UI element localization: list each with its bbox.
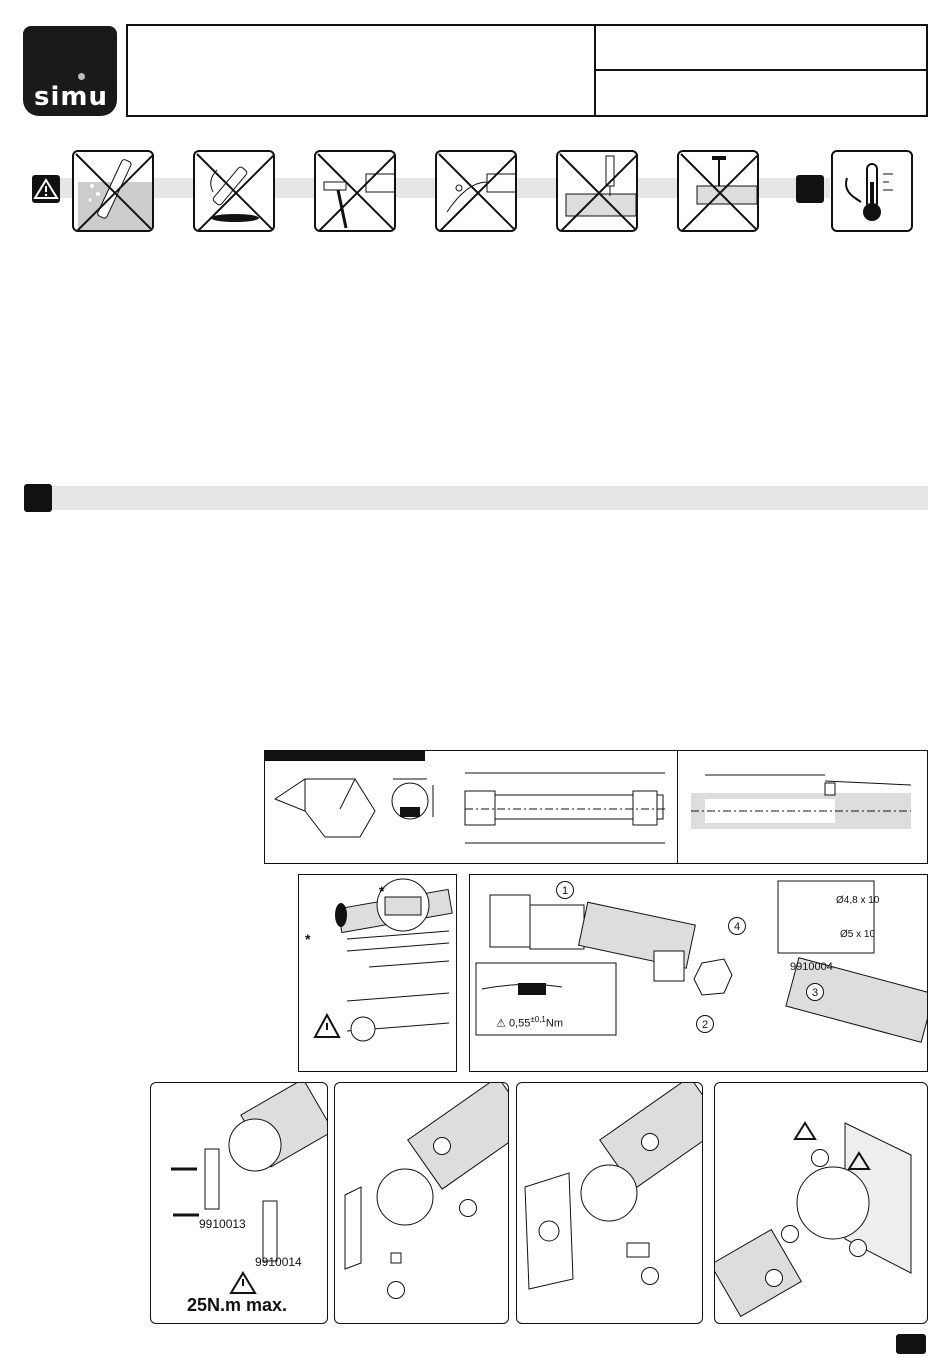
step-3-badge: 3 <box>806 983 824 1001</box>
screw-small-label: Ø4,8 x 10 <box>836 895 880 906</box>
bracket-part-b: 9910014 <box>255 1255 302 1269</box>
bracket-panel-3 <box>516 1082 703 1324</box>
no-cut-cable-icon <box>435 150 517 232</box>
bracket-3-callout-a <box>641 1133 659 1151</box>
section-badge <box>24 484 52 512</box>
torque-value: 0,55 <box>508 1017 531 1030</box>
info-badge <box>796 175 824 203</box>
simu-logo <box>23 26 117 116</box>
bracket-3-drawing <box>517 1083 702 1323</box>
tube-cut-panel <box>298 874 457 1072</box>
tube-cut-star-side: * <box>305 931 311 947</box>
warning-triangle-icon <box>32 175 60 203</box>
bracket-2-drawing <box>335 1083 508 1323</box>
step-2-badge: 2 <box>696 1015 714 1033</box>
header-ref-box-top <box>594 24 928 71</box>
bracket-4-callout-d <box>765 1269 783 1287</box>
page-number-badge <box>896 1334 926 1354</box>
bracket-2-callout-b <box>459 1199 477 1217</box>
bracket-2-callout-c <box>387 1281 405 1299</box>
torque-warning-icon: ⚠ <box>496 1017 506 1030</box>
bracket-4-callout-a <box>811 1149 829 1167</box>
bracket-4-callout-c <box>849 1239 867 1257</box>
bracket-part-a: 9910013 <box>199 1217 246 1231</box>
dimension-panel <box>264 750 928 864</box>
tube-cut-drawing <box>299 875 456 1071</box>
warning-badge <box>32 175 60 203</box>
bracket-panel-4 <box>714 1082 928 1324</box>
motor-insertion-panel <box>469 874 928 1072</box>
screw-large-label: Ø5 x 10 <box>840 929 876 940</box>
tube-cut-star-top: * <box>379 883 385 899</box>
dimension-drawings <box>265 751 927 863</box>
logo-dot <box>78 73 85 80</box>
bracket-panel-2 <box>334 1082 509 1324</box>
max-torque-label: 25N.m max. <box>187 1295 288 1315</box>
logo-wordmark: simu <box>34 82 108 112</box>
section-band <box>52 486 928 510</box>
bracket-4-drawing <box>715 1083 927 1323</box>
no-screw-tube-icon <box>677 150 759 232</box>
torque-unit: Nm <box>545 1017 563 1030</box>
bracket-2-callout-a <box>433 1137 451 1155</box>
tube-part-number: 9910004 <box>790 961 833 973</box>
bracket-panel-1 <box>150 1082 328 1324</box>
header-ref-box-bottom <box>594 69 928 117</box>
step-4-badge: 4 <box>728 917 746 935</box>
no-hammer-icon <box>314 150 396 232</box>
no-fall-icon <box>193 150 275 232</box>
torque-tolerance: ±0,1 <box>530 1015 546 1024</box>
bracket-4-callout-b <box>781 1225 799 1243</box>
bracket-1-drawing <box>151 1083 327 1323</box>
torque-callout <box>496 1015 563 1030</box>
no-drill-tube-icon <box>556 150 638 232</box>
no-water-immersion-icon <box>72 150 154 232</box>
step-1-badge: 1 <box>556 881 574 899</box>
thermometer-icon <box>831 150 913 232</box>
bracket-3-callout-b <box>641 1267 659 1285</box>
header-title-box <box>126 24 596 117</box>
